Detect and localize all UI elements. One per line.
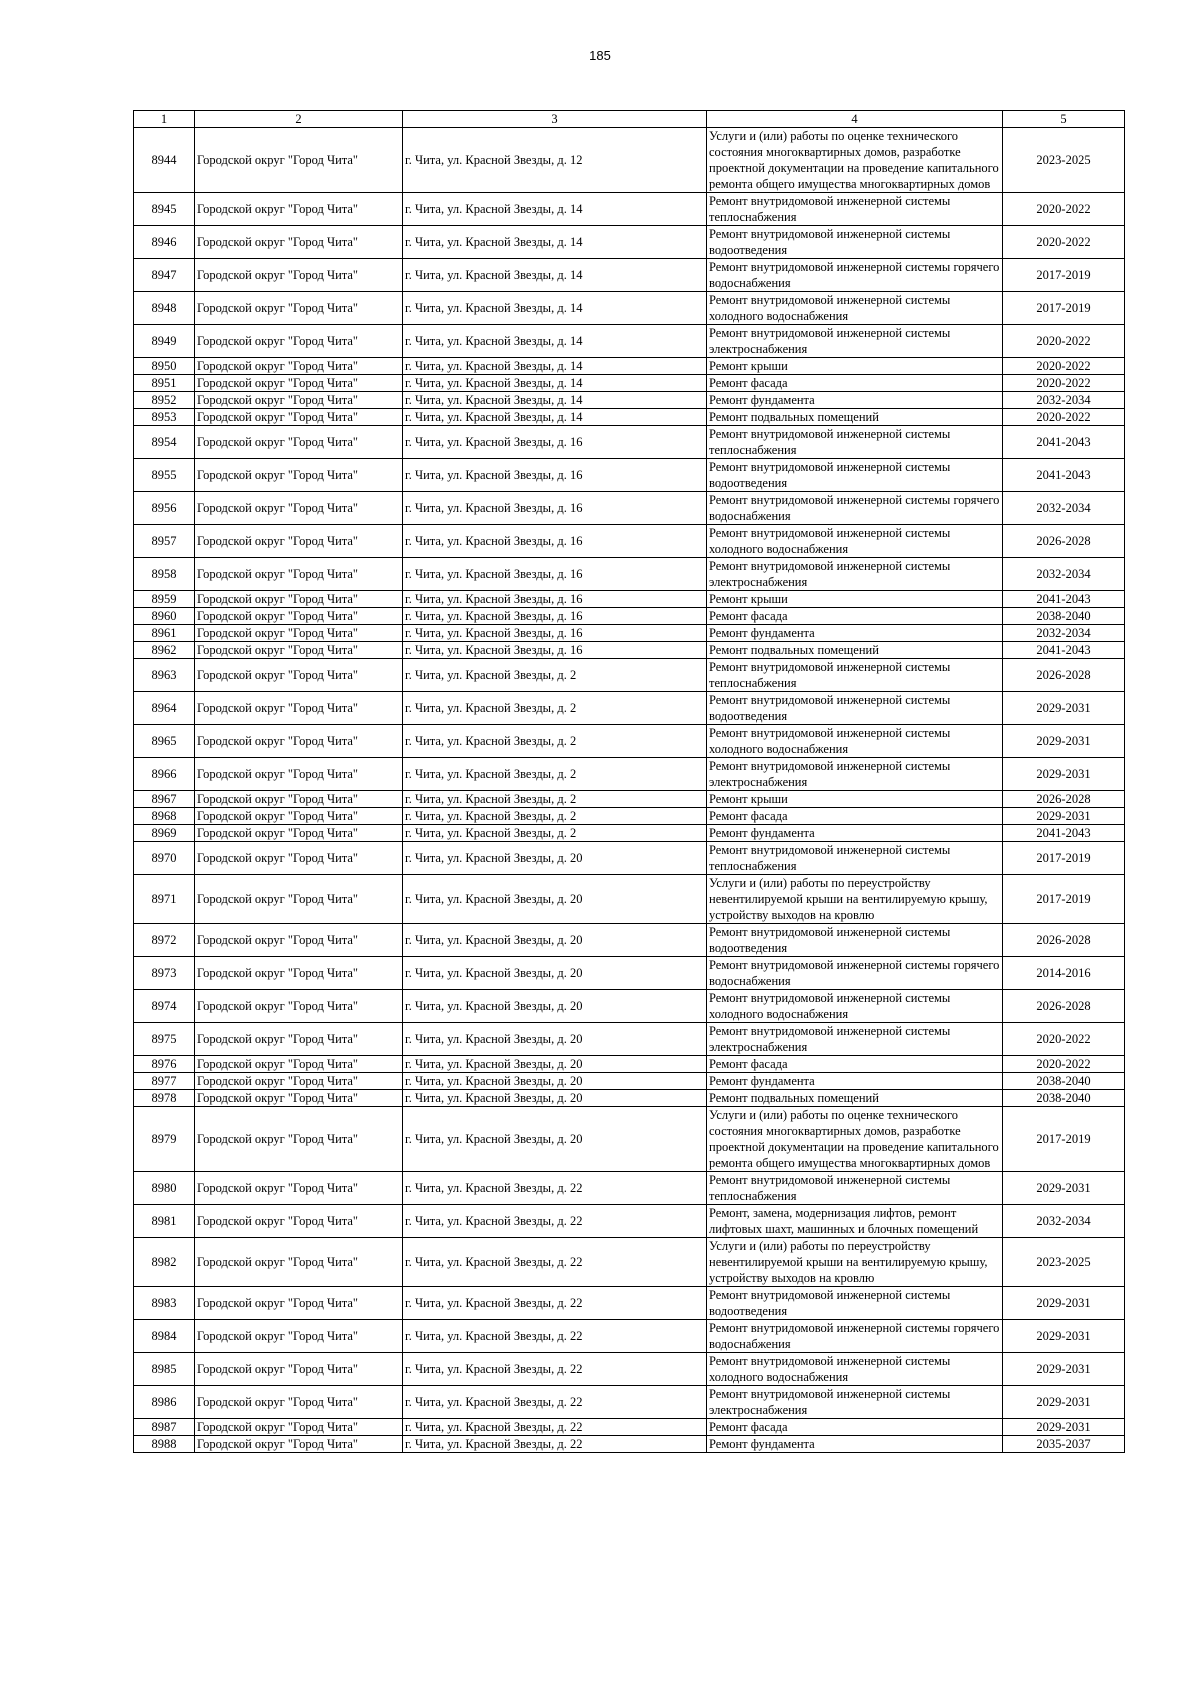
address-cell: г. Чита, ул. Красной Звезды, д. 16 (403, 591, 707, 608)
work-type-cell: Ремонт внутридомовой инженерной системы теплоснабжения (707, 1172, 1003, 1205)
period-cell: 2041-2043 (1003, 459, 1125, 492)
municipality-cell: Городской округ "Город Чита" (195, 591, 403, 608)
table-row (134, 226, 1125, 259)
row-number-cell: 8986 (134, 1386, 195, 1419)
table-row (134, 625, 1125, 642)
period-cell: 2041-2043 (1003, 825, 1125, 842)
table-row (134, 1056, 1125, 1073)
column-number-5: 5 (1003, 111, 1125, 128)
municipality-cell: Городской округ "Город Чита" (195, 459, 403, 492)
municipality-cell: Городской округ "Город Чита" (195, 924, 403, 957)
row-number-cell: 8945 (134, 193, 195, 226)
municipality-cell: Городской округ "Город Чита" (195, 1238, 403, 1287)
municipality-cell: Городской округ "Город Чита" (195, 758, 403, 791)
municipality-cell: Городской округ "Город Чита" (195, 325, 403, 358)
row-number-cell: 8963 (134, 659, 195, 692)
row-number-cell: 8947 (134, 259, 195, 292)
municipality-cell: Городской округ "Город Чита" (195, 1353, 403, 1386)
period-cell: 2014-2016 (1003, 957, 1125, 990)
period-cell: 2017-2019 (1003, 842, 1125, 875)
row-number-cell: 8977 (134, 1073, 195, 1090)
municipality-cell: Городской округ "Город Чита" (195, 1320, 403, 1353)
work-type-cell: Ремонт внутридомовой инженерной системы водоотведения (707, 1287, 1003, 1320)
address-cell: г. Чита, ул. Красной Звезды, д. 2 (403, 758, 707, 791)
address-cell: г. Чита, ул. Красной Звезды, д. 22 (403, 1419, 707, 1436)
period-cell: 2023-2025 (1003, 1238, 1125, 1287)
address-cell: г. Чита, ул. Красной Звезды, д. 14 (403, 325, 707, 358)
table-row (134, 1023, 1125, 1056)
period-cell: 2029-2031 (1003, 1353, 1125, 1386)
work-type-cell: Ремонт крыши (707, 791, 1003, 808)
period-cell: 2038-2040 (1003, 1090, 1125, 1107)
period-cell: 2029-2031 (1003, 1386, 1125, 1419)
row-number-cell: 8951 (134, 375, 195, 392)
work-type-cell: Ремонт внутридомовой инженерной системы теплоснабжения (707, 842, 1003, 875)
municipality-cell: Городской округ "Город Чита" (195, 990, 403, 1023)
work-type-cell: Услуги и (или) работы по переустройству невентилируемой крыши на вентилируемую крышу, устройству выходов на кровлю (707, 1238, 1003, 1287)
municipality-cell: Городской округ "Город Чита" (195, 426, 403, 459)
address-cell: г. Чита, ул. Красной Звезды, д. 2 (403, 791, 707, 808)
table-row (134, 1107, 1125, 1172)
period-cell: 2020-2022 (1003, 358, 1125, 375)
work-type-cell: Ремонт внутридомовой инженерной системы электроснабжения (707, 1386, 1003, 1419)
work-type-cell: Ремонт подвальных помещений (707, 642, 1003, 659)
period-cell: 2029-2031 (1003, 1320, 1125, 1353)
period-cell: 2020-2022 (1003, 193, 1125, 226)
work-type-cell: Ремонт фасада (707, 1419, 1003, 1436)
row-number-cell: 8956 (134, 492, 195, 525)
row-number-cell: 8962 (134, 642, 195, 659)
address-cell: г. Чита, ул. Красной Звезды, д. 16 (403, 608, 707, 625)
period-cell: 2029-2031 (1003, 1419, 1125, 1436)
table-row (134, 1320, 1125, 1353)
municipality-cell: Городской округ "Город Чита" (195, 1090, 403, 1107)
address-cell: г. Чита, ул. Красной Звезды, д. 22 (403, 1287, 707, 1320)
work-type-cell: Ремонт фундамента (707, 1436, 1003, 1453)
work-type-cell: Ремонт, замена, модернизация лифтов, ремонт лифтовых шахт, машинных и блочных помещений (707, 1205, 1003, 1238)
row-number-cell: 8953 (134, 409, 195, 426)
municipality-cell: Городской округ "Город Чита" (195, 1419, 403, 1436)
period-cell: 2026-2028 (1003, 525, 1125, 558)
municipality-cell: Городской округ "Город Чита" (195, 375, 403, 392)
address-cell: г. Чита, ул. Красной Звезды, д. 14 (403, 193, 707, 226)
period-cell: 2041-2043 (1003, 642, 1125, 659)
row-number-cell: 8964 (134, 692, 195, 725)
address-cell: г. Чита, ул. Красной Звезды, д. 22 (403, 1436, 707, 1453)
municipality-cell: Городской округ "Город Чита" (195, 259, 403, 292)
municipality-cell: Городской округ "Город Чита" (195, 725, 403, 758)
address-cell: г. Чита, ул. Красной Звезды, д. 16 (403, 642, 707, 659)
period-cell: 2041-2043 (1003, 591, 1125, 608)
municipality-cell: Городской округ "Город Чита" (195, 292, 403, 325)
municipality-cell: Городской округ "Город Чита" (195, 642, 403, 659)
table-row (134, 642, 1125, 659)
table-row (134, 725, 1125, 758)
municipality-cell: Городской округ "Город Чита" (195, 875, 403, 924)
municipality-cell: Городской округ "Город Чита" (195, 1386, 403, 1419)
period-cell: 2032-2034 (1003, 392, 1125, 409)
period-cell: 2029-2031 (1003, 1287, 1125, 1320)
municipality-cell: Городской округ "Город Чита" (195, 659, 403, 692)
municipality-cell: Городской округ "Город Чита" (195, 608, 403, 625)
row-number-cell: 8982 (134, 1238, 195, 1287)
municipality-cell: Городской округ "Город Чита" (195, 1205, 403, 1238)
address-cell: г. Чита, ул. Красной Звезды, д. 20 (403, 990, 707, 1023)
table-row (134, 842, 1125, 875)
period-cell: 2029-2031 (1003, 758, 1125, 791)
period-cell: 2029-2031 (1003, 1172, 1125, 1205)
table-row (134, 1436, 1125, 1453)
table-row (134, 758, 1125, 791)
table-row (134, 1386, 1125, 1419)
row-number-cell: 8948 (134, 292, 195, 325)
period-cell: 2029-2031 (1003, 808, 1125, 825)
address-cell: г. Чита, ул. Красной Звезды, д. 22 (403, 1172, 707, 1205)
work-type-cell: Ремонт фундамента (707, 625, 1003, 642)
address-cell: г. Чита, ул. Красной Звезды, д. 16 (403, 558, 707, 591)
address-cell: г. Чита, ул. Красной Звезды, д. 14 (403, 292, 707, 325)
municipality-cell: Городской округ "Город Чита" (195, 409, 403, 426)
row-number-cell: 8946 (134, 226, 195, 259)
period-cell: 2032-2034 (1003, 492, 1125, 525)
address-cell: г. Чита, ул. Красной Звезды, д. 20 (403, 1073, 707, 1090)
municipality-cell: Городской округ "Город Чита" (195, 558, 403, 591)
address-cell: г. Чита, ул. Красной Звезды, д. 22 (403, 1320, 707, 1353)
address-cell: г. Чита, ул. Красной Звезды, д. 22 (403, 1205, 707, 1238)
row-number-cell: 8980 (134, 1172, 195, 1205)
work-type-cell: Ремонт внутридомовой инженерной системы теплоснабжения (707, 193, 1003, 226)
row-number-cell: 8954 (134, 426, 195, 459)
address-cell: г. Чита, ул. Красной Звезды, д. 20 (403, 842, 707, 875)
work-type-cell: Ремонт подвальных помещений (707, 1090, 1003, 1107)
row-number-cell: 8971 (134, 875, 195, 924)
row-number-cell: 8983 (134, 1287, 195, 1320)
address-cell: г. Чита, ул. Красной Звезды, д. 2 (403, 692, 707, 725)
work-type-cell: Ремонт фундамента (707, 1073, 1003, 1090)
municipality-cell: Городской округ "Город Чита" (195, 842, 403, 875)
period-cell: 2020-2022 (1003, 1023, 1125, 1056)
work-type-cell: Ремонт фундамента (707, 392, 1003, 409)
column-number-4: 4 (707, 111, 1003, 128)
period-cell: 2020-2022 (1003, 375, 1125, 392)
table-row (134, 1172, 1125, 1205)
period-cell: 2035-2037 (1003, 1436, 1125, 1453)
municipality-cell: Городской округ "Город Чита" (195, 625, 403, 642)
work-type-cell: Услуги и (или) работы по оценке технического состояния многоквартирных домов, разработке проектной документации на проведение капитального ремонта общего имущества многоквартирных домов (707, 128, 1003, 193)
period-cell: 2020-2022 (1003, 409, 1125, 426)
period-cell: 2026-2028 (1003, 924, 1125, 957)
table-row (134, 525, 1125, 558)
row-number-cell: 8950 (134, 358, 195, 375)
municipality-cell: Городской округ "Город Чита" (195, 392, 403, 409)
column-number-2: 2 (195, 111, 403, 128)
table-row (134, 558, 1125, 591)
table-row (134, 492, 1125, 525)
municipality-cell: Городской округ "Город Чита" (195, 492, 403, 525)
municipality-cell: Городской округ "Город Чита" (195, 1172, 403, 1205)
row-number-cell: 8944 (134, 128, 195, 193)
table-header-row (134, 111, 1125, 128)
address-cell: г. Чита, ул. Красной Звезды, д. 22 (403, 1238, 707, 1287)
table-row (134, 1419, 1125, 1436)
address-cell: г. Чита, ул. Красной Звезды, д. 16 (403, 492, 707, 525)
address-cell: г. Чита, ул. Красной Звезды, д. 20 (403, 1090, 707, 1107)
municipality-cell: Городской округ "Город Чита" (195, 128, 403, 193)
period-cell: 2020-2022 (1003, 1056, 1125, 1073)
table-row (134, 875, 1125, 924)
work-type-cell: Ремонт внутридомовой инженерной системы горячего водоснабжения (707, 1320, 1003, 1353)
table-row (134, 426, 1125, 459)
work-type-cell: Ремонт внутридомовой инженерной системы электроснабжения (707, 325, 1003, 358)
row-number-cell: 8952 (134, 392, 195, 409)
period-cell: 2038-2040 (1003, 1073, 1125, 1090)
row-number-cell: 8970 (134, 842, 195, 875)
table-row (134, 924, 1125, 957)
table-row (134, 791, 1125, 808)
table-row (134, 292, 1125, 325)
period-cell: 2029-2031 (1003, 725, 1125, 758)
address-cell: г. Чита, ул. Красной Звезды, д. 20 (403, 957, 707, 990)
work-type-cell: Ремонт внутридомовой инженерной системы холодного водоснабжения (707, 725, 1003, 758)
column-number-3: 3 (403, 111, 707, 128)
municipality-cell: Городской округ "Город Чита" (195, 1287, 403, 1320)
row-number-cell: 8955 (134, 459, 195, 492)
work-type-cell: Ремонт внутридомовой инженерной системы водоотведения (707, 924, 1003, 957)
table-row (134, 375, 1125, 392)
period-cell: 2032-2034 (1003, 558, 1125, 591)
municipality-cell: Городской округ "Город Чита" (195, 1056, 403, 1073)
period-cell: 2041-2043 (1003, 426, 1125, 459)
row-number-cell: 8976 (134, 1056, 195, 1073)
municipality-cell: Городской округ "Город Чита" (195, 358, 403, 375)
address-cell: г. Чита, ул. Красной Звезды, д. 14 (403, 392, 707, 409)
municipality-cell: Городской округ "Город Чита" (195, 808, 403, 825)
work-type-cell: Ремонт фундамента (707, 825, 1003, 842)
period-cell: 2032-2034 (1003, 1205, 1125, 1238)
address-cell: г. Чита, ул. Красной Звезды, д. 14 (403, 375, 707, 392)
page-number: 185 (589, 48, 611, 63)
table-row (134, 409, 1125, 426)
municipality-cell: Городской округ "Город Чита" (195, 1107, 403, 1172)
work-type-cell: Ремонт внутридомовой инженерной системы холодного водоснабжения (707, 292, 1003, 325)
row-number-cell: 8960 (134, 608, 195, 625)
municipality-cell: Городской округ "Город Чита" (195, 1073, 403, 1090)
table-row (134, 193, 1125, 226)
address-cell: г. Чита, ул. Красной Звезды, д. 20 (403, 1107, 707, 1172)
municipality-cell: Городской округ "Город Чита" (195, 957, 403, 990)
row-number-cell: 8968 (134, 808, 195, 825)
municipality-cell: Городской округ "Город Чита" (195, 226, 403, 259)
table-row (134, 358, 1125, 375)
work-type-cell: Ремонт внутридомовой инженерной системы теплоснабжения (707, 659, 1003, 692)
work-type-cell: Ремонт фасада (707, 375, 1003, 392)
row-number-cell: 8973 (134, 957, 195, 990)
row-number-cell: 8957 (134, 525, 195, 558)
row-number-cell: 8949 (134, 325, 195, 358)
table-row (134, 591, 1125, 608)
municipality-cell: Городской округ "Город Чита" (195, 825, 403, 842)
row-number-cell: 8961 (134, 625, 195, 642)
row-number-cell: 8985 (134, 1353, 195, 1386)
table-row (134, 392, 1125, 409)
work-type-cell: Ремонт внутридомовой инженерной системы теплоснабжения (707, 426, 1003, 459)
address-cell: г. Чита, ул. Красной Звезды, д. 14 (403, 409, 707, 426)
municipality-cell: Городской округ "Город Чита" (195, 692, 403, 725)
municipality-cell: Городской округ "Город Чита" (195, 791, 403, 808)
address-cell: г. Чита, ул. Красной Звезды, д. 22 (403, 1386, 707, 1419)
municipality-cell: Городской округ "Город Чита" (195, 1436, 403, 1453)
work-type-cell: Ремонт внутридомовой инженерной системы горячего водоснабжения (707, 957, 1003, 990)
work-type-cell: Ремонт внутридомовой инженерной системы электроснабжения (707, 558, 1003, 591)
row-number-cell: 8966 (134, 758, 195, 791)
period-cell: 2020-2022 (1003, 226, 1125, 259)
table-row (134, 808, 1125, 825)
period-cell: 2017-2019 (1003, 292, 1125, 325)
work-type-cell: Ремонт внутридомовой инженерной системы водоотведения (707, 692, 1003, 725)
address-cell: г. Чита, ул. Красной Звезды, д. 2 (403, 808, 707, 825)
table-row (134, 1205, 1125, 1238)
table-row (134, 825, 1125, 842)
work-type-cell: Ремонт подвальных помещений (707, 409, 1003, 426)
capital-repair-table (133, 110, 1125, 1453)
address-cell: г. Чита, ул. Красной Звезды, д. 2 (403, 725, 707, 758)
column-number-1: 1 (134, 111, 195, 128)
row-number-cell: 8988 (134, 1436, 195, 1453)
work-type-cell: Услуги и (или) работы по переустройству невентилируемой крыши на вентилируемую крышу, устройству выходов на кровлю (707, 875, 1003, 924)
period-cell: 2026-2028 (1003, 990, 1125, 1023)
address-cell: г. Чита, ул. Красной Звезды, д. 16 (403, 525, 707, 558)
table-row (134, 259, 1125, 292)
row-number-cell: 8984 (134, 1320, 195, 1353)
address-cell: г. Чита, ул. Красной Звезды, д. 2 (403, 825, 707, 842)
work-type-cell: Ремонт внутридомовой инженерной системы водоотведения (707, 459, 1003, 492)
work-type-cell: Ремонт фасада (707, 808, 1003, 825)
table-row (134, 1287, 1125, 1320)
work-type-cell: Ремонт крыши (707, 591, 1003, 608)
table-row (134, 1238, 1125, 1287)
period-cell: 2026-2028 (1003, 659, 1125, 692)
address-cell: г. Чита, ул. Красной Звезды, д. 12 (403, 128, 707, 193)
period-cell: 2020-2022 (1003, 325, 1125, 358)
work-type-cell: Ремонт внутридомовой инженерной системы горячего водоснабжения (707, 259, 1003, 292)
row-number-cell: 8974 (134, 990, 195, 1023)
period-cell: 2026-2028 (1003, 791, 1125, 808)
period-cell: 2017-2019 (1003, 259, 1125, 292)
address-cell: г. Чита, ул. Красной Звезды, д. 22 (403, 1353, 707, 1386)
work-type-cell: Услуги и (или) работы по оценке технического состояния многоквартирных домов, разработке проектной документации на проведение капитального ремонта общего имущества многоквартирных домов (707, 1107, 1003, 1172)
work-type-cell: Ремонт внутридомовой инженерной системы водоотведения (707, 226, 1003, 259)
table-row (134, 990, 1125, 1023)
address-cell: г. Чита, ул. Красной Звезды, д. 14 (403, 358, 707, 375)
row-number-cell: 8981 (134, 1205, 195, 1238)
row-number-cell: 8965 (134, 725, 195, 758)
table-row (134, 1073, 1125, 1090)
row-number-cell: 8979 (134, 1107, 195, 1172)
table-row (134, 957, 1125, 990)
table-row (134, 692, 1125, 725)
period-cell: 2023-2025 (1003, 128, 1125, 193)
table-row (134, 128, 1125, 193)
table-row (134, 659, 1125, 692)
table-row (134, 459, 1125, 492)
address-cell: г. Чита, ул. Красной Звезды, д. 14 (403, 259, 707, 292)
row-number-cell: 8975 (134, 1023, 195, 1056)
address-cell: г. Чита, ул. Красной Звезды, д. 20 (403, 1023, 707, 1056)
work-type-cell: Ремонт внутридомовой инженерной системы холодного водоснабжения (707, 990, 1003, 1023)
address-cell: г. Чита, ул. Красной Звезды, д. 20 (403, 924, 707, 957)
period-cell: 2038-2040 (1003, 608, 1125, 625)
work-type-cell: Ремонт внутридомовой инженерной системы холодного водоснабжения (707, 1353, 1003, 1386)
address-cell: г. Чита, ул. Красной Звезды, д. 16 (403, 625, 707, 642)
period-cell: 2032-2034 (1003, 625, 1125, 642)
address-cell: г. Чита, ул. Красной Звезды, д. 2 (403, 659, 707, 692)
address-cell: г. Чита, ул. Красной Звезды, д. 20 (403, 1056, 707, 1073)
work-type-cell: Ремонт внутридомовой инженерной системы горячего водоснабжения (707, 492, 1003, 525)
table-row (134, 325, 1125, 358)
municipality-cell: Городской округ "Город Чита" (195, 1023, 403, 1056)
work-type-cell: Ремонт фасада (707, 608, 1003, 625)
period-cell: 2017-2019 (1003, 1107, 1125, 1172)
table-row (134, 1353, 1125, 1386)
work-type-cell: Ремонт внутридомовой инженерной системы электроснабжения (707, 758, 1003, 791)
work-type-cell: Ремонт внутридомовой инженерной системы холодного водоснабжения (707, 525, 1003, 558)
row-number-cell: 8978 (134, 1090, 195, 1107)
row-number-cell: 8987 (134, 1419, 195, 1436)
row-number-cell: 8972 (134, 924, 195, 957)
work-type-cell: Ремонт фасада (707, 1056, 1003, 1073)
address-cell: г. Чита, ул. Красной Звезды, д. 20 (403, 875, 707, 924)
row-number-cell: 8967 (134, 791, 195, 808)
row-number-cell: 8958 (134, 558, 195, 591)
row-number-cell: 8969 (134, 825, 195, 842)
row-number-cell: 8959 (134, 591, 195, 608)
period-cell: 2029-2031 (1003, 692, 1125, 725)
work-type-cell: Ремонт крыши (707, 358, 1003, 375)
period-cell: 2017-2019 (1003, 875, 1125, 924)
address-cell: г. Чита, ул. Красной Звезды, д. 14 (403, 226, 707, 259)
address-cell: г. Чита, ул. Красной Звезды, д. 16 (403, 459, 707, 492)
municipality-cell: Городской округ "Город Чита" (195, 525, 403, 558)
work-type-cell: Ремонт внутридомовой инженерной системы электроснабжения (707, 1023, 1003, 1056)
address-cell: г. Чита, ул. Красной Звезды, д. 16 (403, 426, 707, 459)
table-row (134, 608, 1125, 625)
municipality-cell: Городской округ "Город Чита" (195, 193, 403, 226)
table-row (134, 1090, 1125, 1107)
